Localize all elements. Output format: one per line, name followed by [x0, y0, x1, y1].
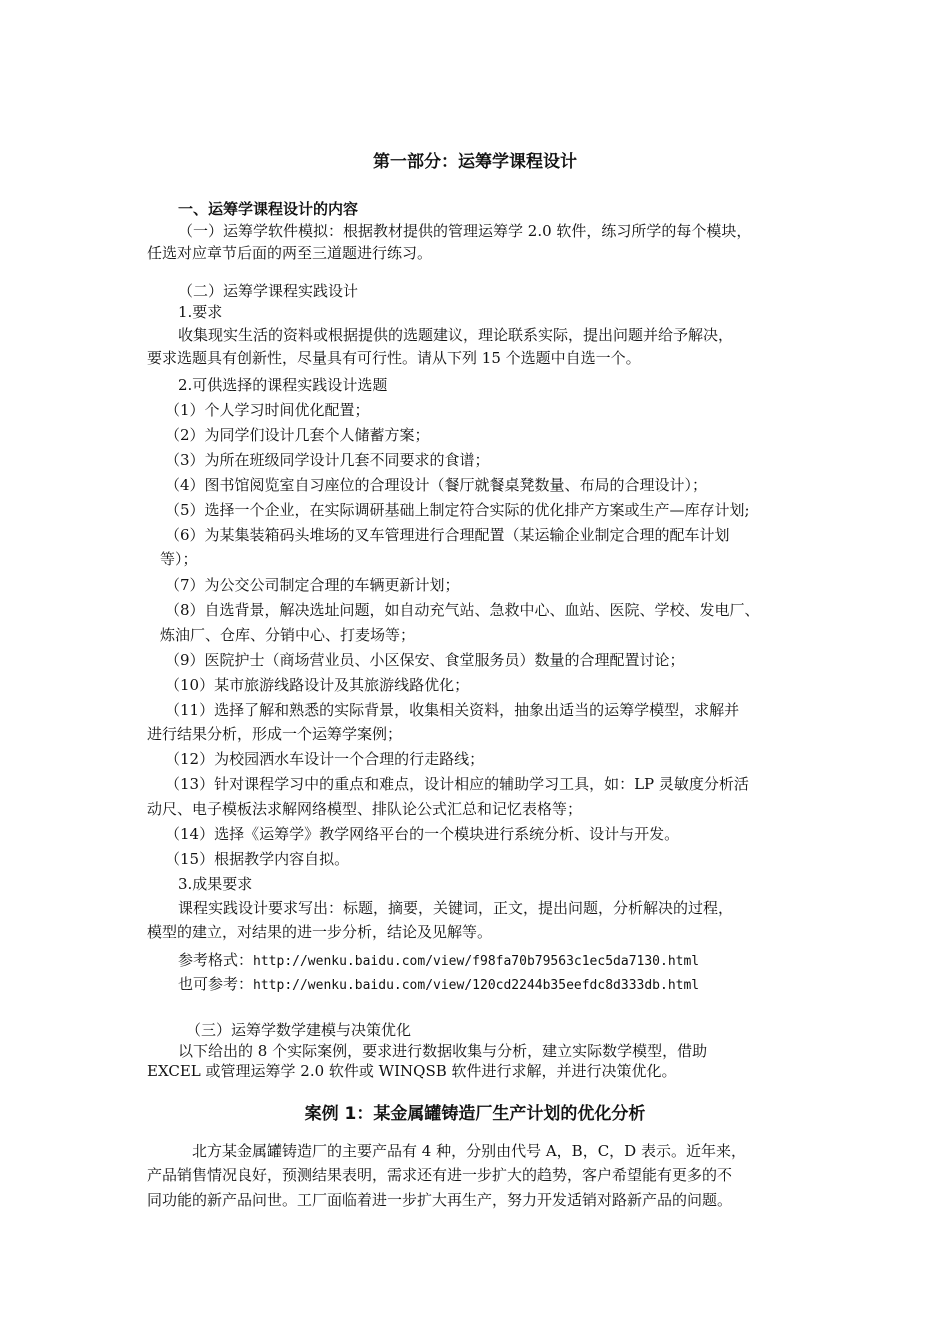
topic-item: （8）自选背景，解决选址问题，如自动充气站、急救中心、血站、医院、学校、发电厂、: [165, 601, 760, 619]
section1-p1-line1: （一）运筹学软件模拟：根据教材提供的管理运筹学 2.0 软件，练习所学的每个模块，: [178, 222, 752, 240]
case1-line3: 同功能的新产品问世。工厂面临着进一步扩大再生产，努力开发适销对路新产品的问题。: [147, 1191, 733, 1209]
reference-1: [178, 950, 699, 972]
topic-item: （4）图书馆阅览室自习座位的合理设计（餐厅就餐桌凳数量、布局的合理设计）；: [165, 476, 708, 494]
section1-heading: 一、运筹学课程设计的内容: [178, 200, 359, 218]
result-label: 3.成果要求: [178, 875, 253, 893]
section2-heading: （二）运筹学课程实践设计: [178, 282, 359, 300]
topic-item: （2）为同学们设计几套个人储蓄方案；: [165, 426, 430, 444]
topic-item: （5）选择一个企业，在实际调研基础上制定符合实际的优化排产方案或生产—库存计划;: [165, 501, 750, 519]
reference-1-link[interactable]: http://wenku.baidu.com/view/f98fa70b79563c1ec5da7130.html: [253, 954, 700, 969]
requirements-label: 1.要求: [178, 303, 223, 321]
section3-line2: EXCEL 或管理运筹学 2.0 软件或 WINQSB 软件进行求解，并进行决策优化。: [147, 1062, 677, 1080]
topic-item: （12）为校园洒水车设计一个合理的行走路线；: [165, 750, 485, 768]
reference-2-link[interactable]: http://wenku.baidu.com/view/120cd2244b35eefdc8d333db.html: [253, 978, 700, 993]
part-title: 第一部分：运筹学课程设计: [373, 152, 577, 172]
requirements-line2: 要求选题具有创新性，尽量具有可行性。请从下列 15 个选题中自选一个。: [147, 349, 641, 367]
reference-1-label: 参考格式：: [178, 951, 254, 969]
result-line2: 模型的建立，对结果的进一步分析，结论及见解等。: [147, 923, 493, 941]
result-line1: 课程实践设计要求写出：标题，摘要，关键词，正文，提出问题，分析解决的过程，: [178, 899, 734, 917]
topics-label: 2.可供选择的课程实践设计选题: [178, 376, 388, 394]
section1-p1-line2: 任选对应章节后面的两至三道题进行练习。: [147, 244, 433, 262]
topic-item: （15）根据教学内容自拟。: [165, 850, 350, 868]
topic-item: （9）医院护士（商场营业员、小区保安、食堂服务员）数量的合理配置讨论；: [165, 651, 685, 669]
topic-item: （13）针对课程学习中的重点和难点，设计相应的辅助学习工具，如：LP 灵敏度分析活: [165, 775, 749, 793]
case1-title: 案例 1：某金属罐铸造厂生产计划的优化分析: [304, 1104, 646, 1124]
reference-2-label: 也可参考：: [178, 975, 254, 993]
section3-line1: 以下给出的 8 个实际案例，要求进行数据收集与分析，建立实际数学模型，借助: [178, 1042, 708, 1060]
topic-item-continued: 动尺、电子模板法求解网络模型、排队论公式汇总和记忆表格等；: [147, 800, 583, 818]
requirements-line1: 收集现实生活的资料或根据提供的选题建议，理论联系实际，提出问题并给予解决，: [178, 326, 734, 344]
topic-item: （1）个人学习时间优化配置；: [165, 401, 370, 419]
topic-item: （7）为公交公司制定合理的车辆更新计划；: [165, 576, 460, 594]
section3-heading: （三）运筹学数学建模与决策优化: [186, 1021, 412, 1039]
topic-item-continued: 炼油厂、仓库、分销中心、打麦场等；: [160, 626, 416, 644]
topic-item: （6）为某集装箱码头堆场的叉车管理进行合理配置（某运输企业制定合理的配车计划: [165, 526, 730, 544]
topic-item-continued: 等）；: [160, 550, 198, 568]
topic-item: （11）选择了解和熟悉的实际背景，收集相关资料，抽象出适当的运筹学模型，求解并: [165, 701, 740, 719]
topic-item: （14）选择《运筹学》教学网络平台的一个模块进行系统分析、设计与开发。: [165, 825, 680, 843]
topic-item: （10）某市旅游线路设计及其旅游线路优化；: [165, 676, 470, 694]
reference-2: [178, 974, 699, 996]
case1-line2: 产品销售情况良好，预测结果表明，需求还有进一步扩大的趋势，客户希望能有更多的不: [147, 1166, 733, 1184]
topic-item: （3）为所在班级同学设计几套不同要求的食谱；: [165, 451, 490, 469]
topic-item-continued: 进行结果分析，形成一个运筹学案例；: [147, 725, 403, 743]
case1-line1: 北方某金属罐铸造厂的主要产品有 4 种，分别由代号 A，B，C，D 表示。近年来，: [192, 1142, 746, 1160]
